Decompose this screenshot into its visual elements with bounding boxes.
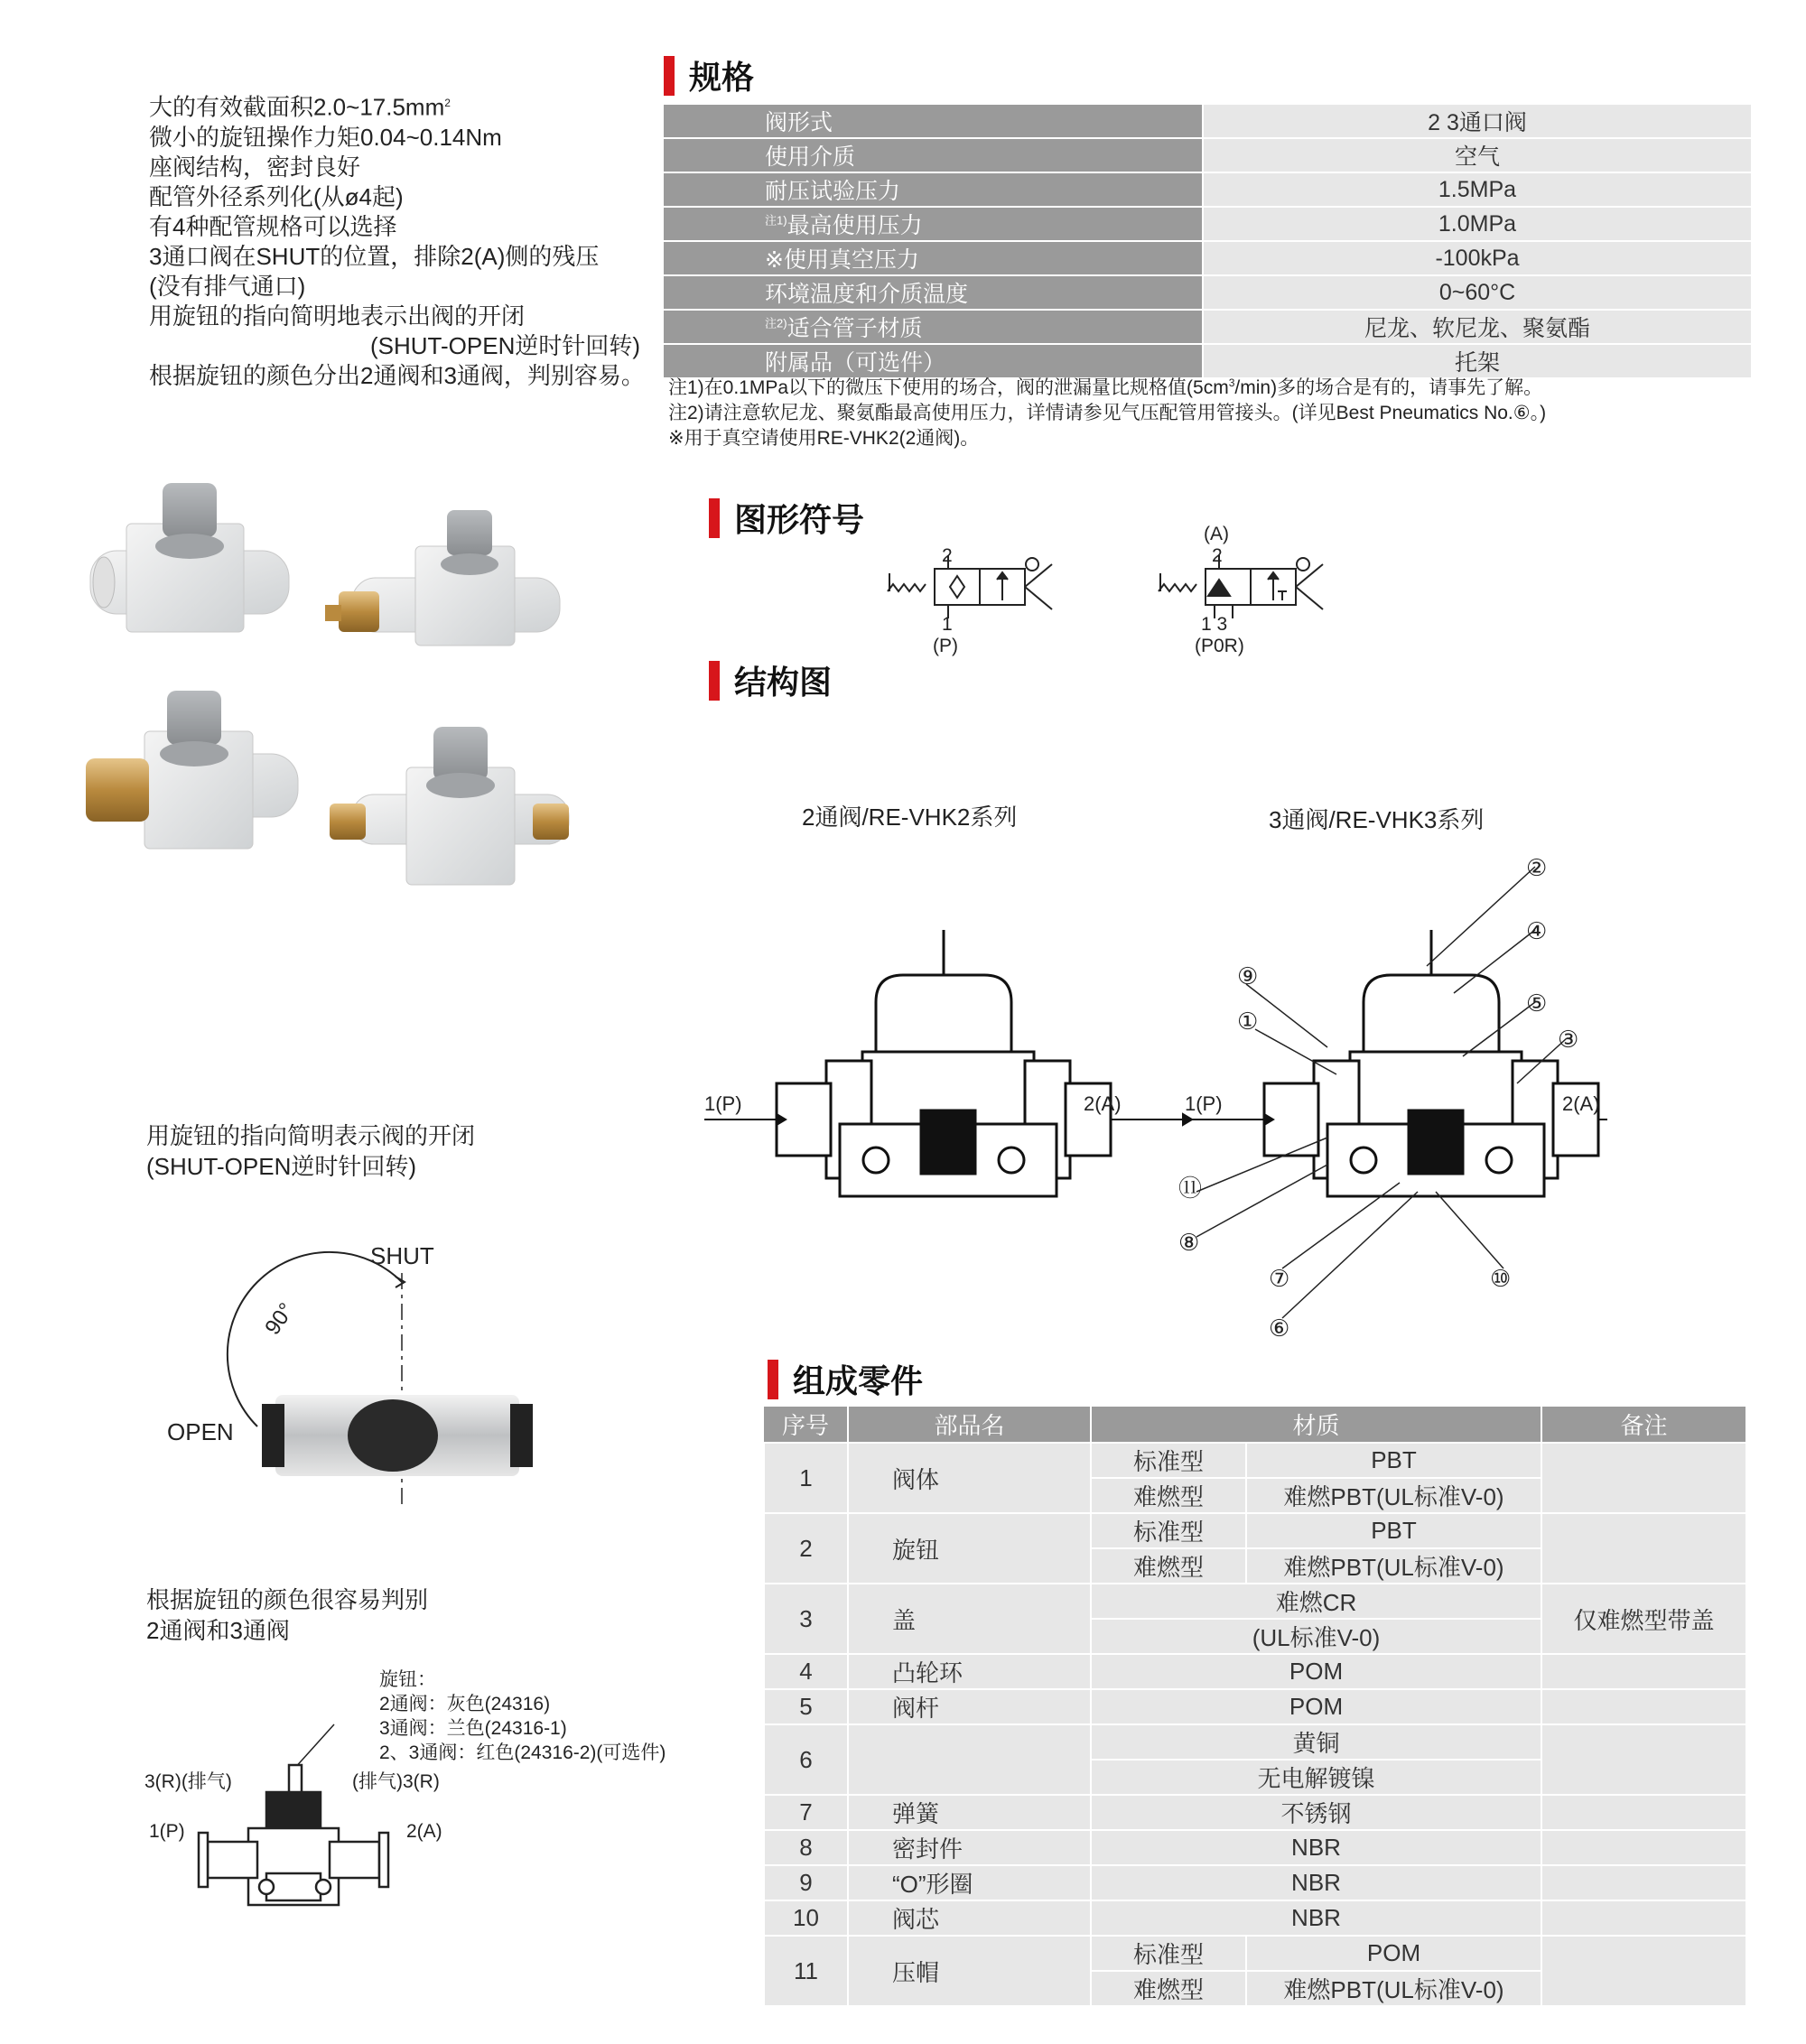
feature-line: 大的有效截面积$2.0\sim 17.5mm^2$ — [149, 93, 451, 121]
callout-3: ③ — [1558, 1026, 1579, 1053]
part-material: 黄铜 — [1091, 1724, 1541, 1760]
part-number: 2 — [764, 1513, 848, 1584]
symbol-heading: 图形符号 — [709, 495, 864, 541]
spec-row — [664, 241, 1751, 275]
feature-line: 根据旋钮的颜色分出2通阀和3通阀，判别容易。 — [149, 361, 645, 389]
color-caption-1: 根据旋钮的颜色很容易判别 — [146, 1586, 429, 1613]
knob-direction-diagram — [163, 1237, 560, 1508]
part-material: 难燃PBT(UL标准V-0) — [1246, 1548, 1541, 1584]
callout-11: ⑪ — [1178, 1175, 1203, 1202]
callout-6: ⑥ — [1269, 1315, 1290, 1342]
part-remark — [1541, 1936, 1746, 2006]
spec-table — [664, 105, 1751, 379]
symbol2-port-top: 2 — [1212, 545, 1223, 566]
part-number: 8 — [764, 1830, 848, 1865]
spec-row — [664, 207, 1751, 241]
part-remark — [1541, 1900, 1746, 1936]
spec-note-2: 注2)请注意软尼龙、聚氨酯最高使用压力，详情请参见气压配管用管接头。(详见Best Pneumatics No.⑥。) — [668, 403, 1547, 423]
spec-label: 耐压试验压力 — [664, 172, 1203, 207]
part-material: POM — [1091, 1689, 1541, 1724]
spec-note-ref: 注2) — [765, 316, 787, 330]
color-valve-diagram — [144, 1715, 452, 1914]
heading-accent-bar — [709, 661, 720, 701]
part-material: 不锈钢 — [1091, 1795, 1541, 1830]
parts-row — [764, 1584, 1746, 1619]
symbol1-port-top: 2 — [942, 545, 953, 566]
knob-caption-2: (SHUT-OPEN逆时针回转) — [146, 1153, 417, 1180]
parts-row — [764, 1795, 1746, 1830]
callout-5: ⑤ — [1526, 989, 1548, 1017]
part-name: 凸轮环 — [848, 1654, 1091, 1689]
part-remark — [1541, 1513, 1746, 1584]
symbol2-label: (P0R) — [1195, 636, 1244, 656]
part-remark — [1541, 1830, 1746, 1865]
heading-accent-bar — [768, 1360, 778, 1399]
spec-note-3: ※用于真空请使用RE-VHK2(2通阀)。 — [668, 428, 980, 449]
part-number: 9 — [764, 1865, 848, 1900]
part-number: 11 — [764, 1936, 848, 2006]
part-number: 6 — [764, 1724, 848, 1795]
port-in-left: 1(P) — [704, 1092, 742, 1115]
part-material: NBR — [1091, 1900, 1541, 1936]
port-out-left: 2(A) — [1084, 1092, 1122, 1115]
spec-value: 1.5MPa — [1203, 172, 1751, 207]
spec-value: 托架 — [1203, 344, 1751, 378]
part-material: PBT — [1246, 1443, 1541, 1478]
port-left: 1(P) — [149, 1821, 185, 1842]
spec-label: $^{注2)}$适合管子材质 — [664, 310, 1203, 344]
angle-label: 90° — [260, 1298, 300, 1340]
part-material: NBR — [1091, 1865, 1541, 1900]
spec-label: $^{注1)}$最高使用压力 — [664, 207, 1203, 241]
feature-line: (SHUT-OPEN逆时针回转) — [370, 331, 641, 359]
spec-row — [664, 310, 1751, 344]
product-valve-2 — [325, 510, 560, 646]
callout-7: ⑦ — [1269, 1265, 1290, 1292]
part-name: 阀杆 — [848, 1689, 1091, 1724]
structure-3port — [1264, 930, 1598, 1196]
spec-label: ※使用真空压力 — [664, 241, 1203, 275]
parts-table — [763, 1407, 1747, 2007]
part-remark — [1541, 1443, 1746, 1513]
exhaust-left: 3(R)(排气) — [144, 1771, 232, 1792]
part-name: 旋钮 — [848, 1513, 1091, 1584]
part-remark — [1541, 1795, 1746, 1830]
symbol-3port — [1159, 555, 1323, 618]
part-remark — [1541, 1689, 1746, 1724]
parts-col-name: 部品名 — [848, 1407, 1091, 1443]
callout-1: ① — [1237, 1008, 1259, 1035]
part-name: 压帽 — [848, 1936, 1091, 2006]
parts-row — [764, 1724, 1746, 1760]
parts-row — [764, 1936, 1746, 1971]
spec-row — [664, 105, 1751, 138]
part-number: 4 — [764, 1654, 848, 1689]
parts-col-no: 序号 — [764, 1407, 848, 1443]
heading-accent-bar — [709, 498, 720, 538]
part-material: 难燃PBT(UL标准V-0) — [1246, 1478, 1541, 1513]
parts-row — [764, 1865, 1746, 1900]
spec-label: 使用介质 — [664, 138, 1203, 172]
part-name: 阀芯 — [848, 1900, 1091, 1936]
feature-line: 座阀结构，密封良好 — [149, 153, 361, 181]
spec-label: 附属品（可选件） — [664, 344, 1203, 378]
structure-drawings — [704, 840, 1607, 1354]
part-name: 盖 — [848, 1584, 1091, 1654]
exhaust-right: (排气)3(R) — [352, 1771, 440, 1792]
knob-top-view — [348, 1399, 438, 1472]
part-material: PBT — [1246, 1513, 1541, 1548]
part-material: NBR — [1091, 1830, 1541, 1865]
part-material: POM — [1091, 1654, 1541, 1689]
part-type: 难燃型 — [1091, 1478, 1246, 1513]
port-right: 2(A) — [406, 1821, 442, 1842]
part-name: 密封件 — [848, 1830, 1091, 1865]
structure-right-caption: 3通阀/RE-VHK3系列 — [1269, 806, 1485, 833]
callout-10: ⑩ — [1490, 1265, 1512, 1292]
feature-list — [149, 88, 673, 391]
spec-row — [664, 172, 1751, 207]
parts-col-material: 材质 — [1091, 1407, 1541, 1443]
parts-row — [764, 1443, 1746, 1478]
part-material: (UL标准V-0) — [1091, 1619, 1541, 1654]
heading-accent-bar — [664, 56, 675, 96]
part-name: 阀体 — [848, 1443, 1091, 1513]
spec-value: 2 3通口阀 — [1203, 105, 1751, 138]
symbol-diagrams — [880, 524, 1350, 659]
part-number: 10 — [764, 1900, 848, 1936]
symbol2-label-top: (A) — [1204, 524, 1229, 544]
structure-heading: 结构图 — [709, 657, 832, 703]
part-number: 3 — [764, 1584, 848, 1654]
part-number: 7 — [764, 1795, 848, 1830]
symbol2-port-bottom: 1 3 — [1201, 614, 1228, 635]
callout-8: ⑧ — [1178, 1229, 1200, 1256]
product-photos — [81, 469, 587, 894]
color-caption-2: 2通阀和3通阀 — [146, 1617, 290, 1644]
part-name: “O”形圈 — [848, 1865, 1091, 1900]
part-type: 标准型 — [1091, 1443, 1246, 1478]
spec-value: 1.0MPa — [1203, 207, 1751, 241]
part-number: 5 — [764, 1689, 848, 1724]
feature-line: 3通口阀在SHUT的位置，排除2(A)侧的残压 — [149, 242, 600, 270]
part-remark: 仅难燃型带盖 — [1541, 1584, 1746, 1654]
part-type: 难燃型 — [1091, 1548, 1246, 1584]
shut-label: SHUT — [370, 1242, 434, 1269]
structure-2port — [777, 930, 1111, 1196]
spec-heading: 规格 — [664, 52, 754, 98]
part-remark — [1541, 1724, 1746, 1795]
parts-col-remark: 备注 — [1541, 1407, 1746, 1443]
part-remark — [1541, 1654, 1746, 1689]
parts-row — [764, 1513, 1746, 1548]
spec-label: 阀形式 — [664, 105, 1203, 138]
spec-value: -100kPa — [1203, 241, 1751, 275]
parts-header-row — [764, 1407, 1746, 1443]
knob-caption-1: 用旋钮的指向简明表示阀的开闭 — [146, 1122, 476, 1149]
callout-4: ④ — [1526, 917, 1548, 944]
knob-color-legend: 旋钮： 2通阀：灰色(24316) 3通阀：兰色(24316-1) 2、3通阀：红色(24316-2)(可选件) — [379, 1669, 666, 1763]
part-name — [848, 1724, 1091, 1795]
feature-line: 微小的旋钮操作力矩0.04~0.14Nm — [149, 123, 502, 151]
spec-row — [664, 138, 1751, 172]
parts-heading: 组成零件 — [768, 1356, 923, 1402]
callout-9: ⑨ — [1237, 962, 1259, 989]
parts-row — [764, 1654, 1746, 1689]
callout-2: ② — [1526, 854, 1548, 881]
product-valve-3 — [86, 691, 298, 849]
spec-row — [664, 275, 1751, 310]
product-valve-4 — [330, 727, 569, 885]
spec-notes — [668, 370, 1546, 451]
part-material: POM — [1246, 1936, 1541, 1971]
part-material: 难燃CR — [1091, 1584, 1541, 1619]
spec-value: 0~60°C — [1203, 275, 1751, 310]
open-label: OPEN — [167, 1418, 234, 1445]
feature-line: (没有排气通口) — [149, 272, 306, 300]
part-type: 难燃型 — [1091, 1971, 1246, 2006]
spec-label: 环境温度和介质温度 — [664, 275, 1203, 310]
part-material: 难燃PBT(UL标准V-0) — [1246, 1971, 1541, 2006]
parts-row — [764, 1689, 1746, 1724]
spec-note-1: 注1)在0.1MPa以下的微压下使用的场合，阀的泄漏量比规格值$(5cm^3/\min)$多的场合是有的，请事先了解。 — [668, 376, 1543, 398]
spec-value: 尼龙、软尼龙、聚氨酯 — [1203, 310, 1751, 344]
structure-left-caption: 2通阀/RE-VHK2系列 — [802, 804, 1018, 831]
symbol-2port — [888, 555, 1052, 618]
symbol1-label: (P) — [933, 636, 958, 656]
part-material: 无电解镀镍 — [1091, 1760, 1541, 1795]
part-number: 1 — [764, 1443, 848, 1513]
feature-line: 用旋钮的指向简明地表示出阀的开闭 — [149, 302, 526, 330]
symbol1-port-bottom: 1 — [942, 614, 953, 635]
product-valve-1 — [90, 483, 289, 632]
port-in-right: 1(P) — [1185, 1092, 1223, 1115]
feature-line: 有4种配管规格可以选择 — [149, 212, 397, 240]
parts-row — [764, 1900, 1746, 1936]
port-out-right: 2(A) — [1562, 1092, 1600, 1115]
part-type: 标准型 — [1091, 1936, 1246, 1971]
part-remark — [1541, 1865, 1746, 1900]
spec-value: 空气 — [1203, 138, 1751, 172]
part-type: 标准型 — [1091, 1513, 1246, 1548]
feature-line: 配管外径系列化(从ø4起) — [149, 182, 404, 210]
parts-row — [764, 1830, 1746, 1865]
spec-note-ref: 注1) — [765, 213, 787, 228]
part-name: 弹簧 — [848, 1795, 1091, 1830]
